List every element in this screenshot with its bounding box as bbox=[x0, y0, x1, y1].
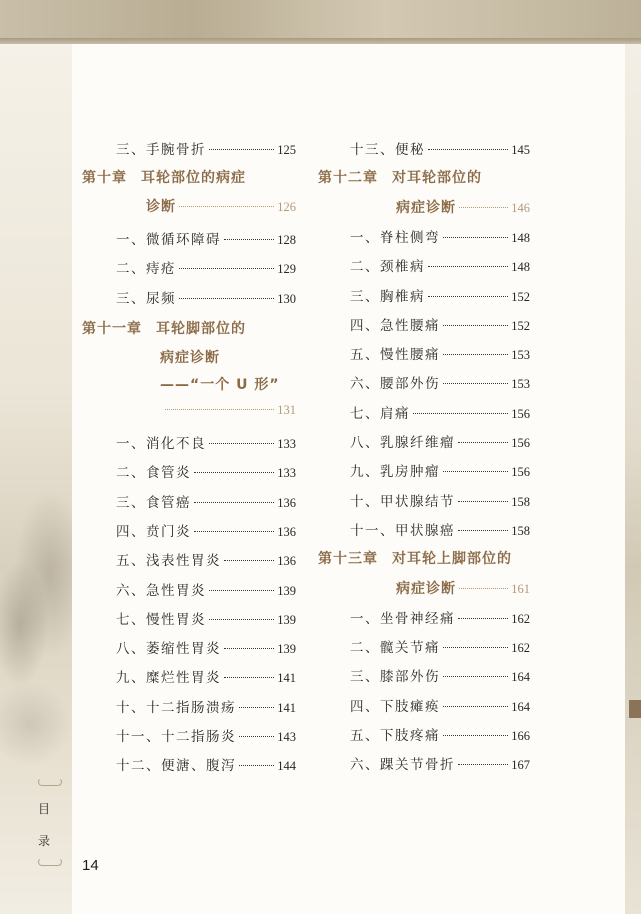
entry-page: 156 bbox=[511, 465, 530, 480]
dot-leader bbox=[443, 676, 508, 677]
entry-page: 145 bbox=[511, 143, 530, 157]
dot-leader bbox=[224, 239, 274, 240]
entry-title: 五、下肢疼痛 bbox=[350, 728, 440, 744]
entry-title: 九、乳房肿瘤 bbox=[350, 464, 440, 481]
toc-entry bbox=[116, 549, 296, 569]
chapter-page: 126 bbox=[277, 200, 296, 215]
dot-leader bbox=[239, 736, 274, 737]
page-edge-tab bbox=[629, 700, 641, 718]
toc-entry bbox=[116, 520, 296, 540]
dot-leader bbox=[224, 560, 274, 561]
entry-title: 二、痔疮 bbox=[116, 261, 176, 278]
toc-entry bbox=[350, 607, 530, 627]
toc-entry bbox=[350, 636, 530, 656]
toc-entry bbox=[116, 228, 296, 248]
toc-entry bbox=[116, 725, 296, 745]
entry-page: 162 bbox=[511, 611, 530, 626]
entry-page: 133 bbox=[277, 437, 296, 451]
entry-page: 167 bbox=[511, 758, 530, 773]
chapter-title-line2: 病症诊断 bbox=[160, 350, 220, 366]
dot-leader bbox=[458, 618, 508, 619]
toc-entry bbox=[350, 490, 530, 510]
dot-leader bbox=[443, 237, 508, 238]
dot-leader bbox=[209, 590, 274, 591]
entry-title: 十一、十二指肠炎 bbox=[116, 729, 236, 745]
dot-leader bbox=[428, 266, 508, 267]
toc-entry bbox=[350, 665, 530, 685]
chapter-number: 第十一章 bbox=[82, 321, 142, 337]
chapter-title-continued bbox=[146, 196, 296, 216]
entry-page: 136 bbox=[277, 524, 296, 539]
chapter-page-line bbox=[162, 403, 296, 418]
toc-entry bbox=[350, 402, 530, 422]
entry-title: 三、胸椎病 bbox=[350, 288, 425, 305]
toc-entry bbox=[350, 285, 530, 305]
dot-leader bbox=[194, 502, 274, 503]
dot-leader bbox=[179, 206, 274, 207]
chapter-heading bbox=[82, 167, 246, 187]
toc-entry bbox=[116, 257, 296, 277]
entry-title: 六、踝关节骨折 bbox=[350, 757, 455, 774]
dot-leader bbox=[239, 765, 274, 766]
chapter-page: 161 bbox=[511, 581, 530, 596]
entry-title: 四、下肢瘫痪 bbox=[350, 698, 440, 715]
toc-entry bbox=[116, 138, 296, 158]
entry-title: 四、急性腰痛 bbox=[350, 317, 440, 334]
entry-page: 139 bbox=[277, 583, 296, 598]
entry-title: 六、急性胃炎 bbox=[116, 582, 206, 599]
chapter-page: 146 bbox=[511, 200, 530, 215]
dot-leader bbox=[458, 530, 508, 531]
dot-leader bbox=[224, 648, 274, 649]
entry-title: 二、颈椎病 bbox=[350, 259, 425, 276]
entry-title: 三、尿频 bbox=[116, 290, 176, 307]
toc-entry bbox=[350, 695, 530, 715]
toc-entry bbox=[350, 724, 530, 744]
toc-entry bbox=[350, 460, 530, 480]
dot-leader bbox=[428, 296, 508, 297]
chapter-title: 耳轮脚部位的 bbox=[156, 321, 246, 337]
cloud-ornament-bottom bbox=[38, 858, 62, 866]
entry-page: 162 bbox=[511, 641, 530, 656]
toc-entry bbox=[350, 314, 530, 334]
entry-title: 十一、甲状腺癌 bbox=[350, 522, 455, 539]
dot-leader bbox=[443, 647, 508, 648]
entry-page: 136 bbox=[277, 554, 296, 569]
dot-leader bbox=[165, 409, 274, 410]
entry-page: 164 bbox=[511, 670, 530, 685]
chapter-title-line2: 病症诊断 bbox=[396, 199, 456, 216]
entry-title: 二、食管炎 bbox=[116, 465, 191, 482]
dot-leader bbox=[194, 531, 274, 532]
toc-entry bbox=[350, 138, 530, 158]
dot-leader bbox=[458, 442, 508, 443]
toc-entry bbox=[116, 754, 296, 774]
entry-title: 十、十二指肠溃疡 bbox=[116, 699, 236, 716]
toc-entry bbox=[116, 579, 296, 599]
chapter-heading bbox=[318, 167, 482, 187]
dot-leader bbox=[239, 707, 274, 708]
entry-title: 一、脊柱侧弯 bbox=[350, 229, 440, 246]
entry-page: 133 bbox=[277, 466, 296, 481]
chapter-title: 耳轮部位的病症 bbox=[141, 170, 246, 186]
dot-leader bbox=[443, 383, 508, 384]
dot-leader bbox=[443, 325, 508, 326]
cloud-ornament-top bbox=[38, 778, 62, 786]
toc-entry bbox=[350, 519, 530, 539]
entry-page: 143 bbox=[277, 730, 296, 744]
entry-title: 八、萎缩性胃炎 bbox=[116, 641, 221, 658]
entry-title: 二、髋关节痛 bbox=[350, 640, 440, 657]
toc-entry bbox=[116, 608, 296, 628]
entry-title: 一、坐骨神经痛 bbox=[350, 610, 455, 627]
dot-leader bbox=[209, 149, 274, 150]
dot-leader bbox=[428, 149, 508, 150]
entry-page: 152 bbox=[511, 289, 530, 304]
toc-entry bbox=[116, 432, 296, 452]
entry-page: 141 bbox=[277, 671, 296, 686]
dot-leader bbox=[209, 443, 274, 444]
dot-leader bbox=[443, 354, 508, 355]
chapter-title: 对耳轮上脚部位的 bbox=[392, 551, 512, 568]
chapter-title-continued bbox=[396, 197, 530, 217]
toc-entry bbox=[350, 431, 530, 451]
sidebar-title-char1: 目 bbox=[37, 802, 50, 816]
dot-leader bbox=[224, 677, 274, 678]
toc-entry bbox=[116, 287, 296, 307]
dot-leader bbox=[458, 764, 508, 765]
entry-title: 九、糜烂性胃炎 bbox=[116, 670, 221, 687]
toc-entry bbox=[350, 255, 530, 275]
entry-page: 141 bbox=[277, 700, 296, 715]
entry-title: 三、手腕骨折 bbox=[116, 142, 206, 158]
entry-page: 158 bbox=[511, 494, 530, 509]
top-decorative-band bbox=[0, 0, 641, 44]
sidebar-title-char2: 录 bbox=[37, 834, 50, 848]
entry-title: 十三、便秘 bbox=[350, 142, 425, 158]
toc-entry bbox=[350, 226, 530, 246]
dot-leader bbox=[209, 619, 274, 620]
entry-title: 七、肩痛 bbox=[350, 405, 410, 422]
entry-page: 129 bbox=[277, 262, 296, 277]
entry-title: 五、浅表性胃炎 bbox=[116, 553, 221, 570]
entry-page: 130 bbox=[277, 291, 296, 306]
chapter-title-line2: 诊断 bbox=[146, 199, 176, 216]
dot-leader bbox=[459, 207, 508, 208]
dot-leader bbox=[179, 298, 274, 299]
toc-entry bbox=[116, 461, 296, 481]
chapter-page: 131 bbox=[277, 403, 296, 417]
entry-page: 128 bbox=[277, 232, 296, 247]
dot-leader bbox=[443, 735, 508, 736]
toc-entry bbox=[116, 637, 296, 657]
mountain-illustration bbox=[0, 424, 72, 764]
entry-page: 139 bbox=[277, 642, 296, 657]
toc-entry bbox=[116, 666, 296, 686]
entry-page: 166 bbox=[511, 729, 530, 743]
chapter-subtitle: ——“一个 U 形” bbox=[160, 377, 280, 393]
toc-entry bbox=[116, 696, 296, 716]
entry-title: 三、食管癌 bbox=[116, 494, 191, 511]
entry-page: 153 bbox=[511, 348, 530, 363]
entry-page: 139 bbox=[277, 612, 296, 627]
chapter-title: 对耳轮部位的 bbox=[392, 170, 482, 187]
entry-page: 164 bbox=[511, 699, 530, 714]
chapter-heading bbox=[318, 548, 512, 568]
entry-page: 148 bbox=[511, 230, 530, 245]
entry-title: 八、乳腺纤维瘤 bbox=[350, 435, 455, 451]
chapter-title-continued bbox=[396, 578, 530, 598]
chapter-heading bbox=[82, 318, 246, 338]
entry-title: 四、贲门炎 bbox=[116, 523, 191, 540]
dot-leader bbox=[194, 472, 274, 473]
entry-page: 156 bbox=[511, 406, 530, 421]
entry-page: 125 bbox=[277, 143, 296, 157]
entry-page: 136 bbox=[277, 495, 296, 510]
chapter-number: 第十三章 bbox=[318, 551, 378, 568]
dot-leader bbox=[413, 413, 508, 414]
entry-title: 一、消化不良 bbox=[116, 436, 206, 452]
entry-page: 158 bbox=[511, 523, 530, 538]
dot-leader bbox=[443, 706, 508, 707]
entry-title: 十、甲状腺结节 bbox=[350, 493, 455, 510]
chapter-title-line2: 病症诊断 bbox=[396, 580, 456, 597]
entry-title: 七、慢性胃炎 bbox=[116, 611, 206, 628]
chapter-number: 第十章 bbox=[82, 170, 127, 186]
entry-title: 六、腰部外伤 bbox=[350, 376, 440, 393]
toc-entry bbox=[350, 372, 530, 392]
entry-title: 十二、便溏、腹泻 bbox=[116, 758, 236, 775]
entry-title: 五、慢性腰痛 bbox=[350, 347, 440, 364]
page-number: 14 bbox=[82, 857, 99, 874]
toc-entry bbox=[350, 343, 530, 363]
toc-entry bbox=[350, 753, 530, 773]
entry-title: 三、膝部外伤 bbox=[350, 669, 440, 686]
dot-leader bbox=[459, 588, 508, 589]
entry-page: 156 bbox=[511, 436, 530, 450]
entry-page: 148 bbox=[511, 260, 530, 275]
chapter-number: 第十二章 bbox=[318, 170, 378, 187]
entry-page: 153 bbox=[511, 377, 530, 392]
right-decorative-margin bbox=[625, 44, 641, 914]
entry-page: 144 bbox=[277, 759, 296, 774]
dot-leader bbox=[179, 268, 274, 269]
dot-leader bbox=[458, 501, 508, 502]
entry-title: 一、微循环障碍 bbox=[116, 231, 221, 248]
toc-entry bbox=[116, 491, 296, 511]
entry-page: 152 bbox=[511, 318, 530, 333]
dot-leader bbox=[443, 471, 508, 472]
